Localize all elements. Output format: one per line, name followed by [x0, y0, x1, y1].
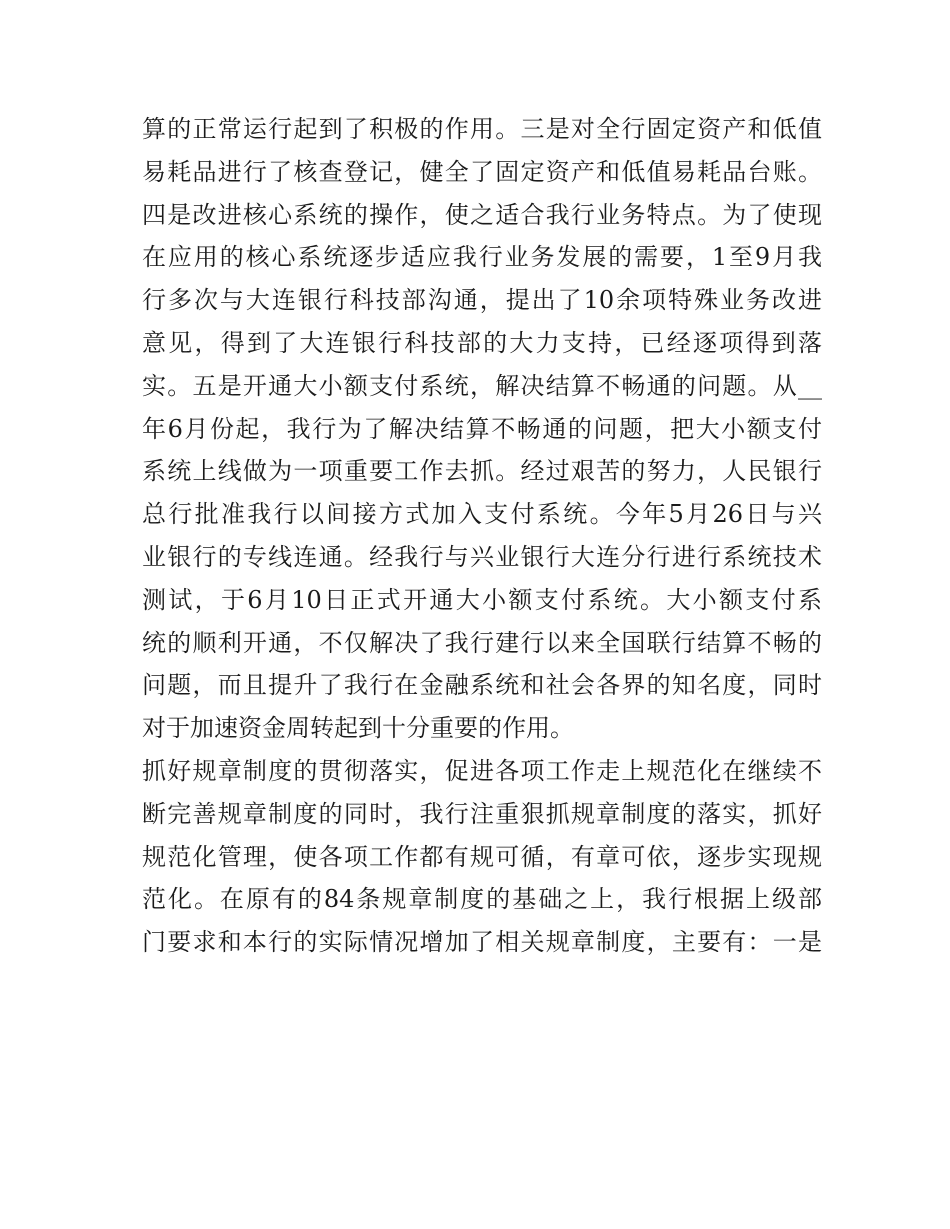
document-body — [142, 108, 822, 964]
text-line: 断完善规章制度的同时，我行注重狠抓规章制度的落实，抓好 — [142, 799, 822, 828]
text-line: 系统上线做为一项重要工作去抓。经过艰苦的努力，人民银行 — [142, 457, 822, 486]
text-line: 范化。在原有的84条规章制度的基础之上，我行根据上级部 — [142, 885, 822, 914]
text-line: 总行批准我行以间接方式加入支付系统。今年5月26日与兴 — [142, 500, 822, 529]
text-line: 规范化管理，使各项工作都有规可循，有章可依，逐步实现规 — [142, 842, 822, 871]
text-line: 易耗品进行了核查登记，健全了固定资产和低值易耗品台账。 — [142, 157, 822, 186]
text-line: 意见，得到了大连银行科技部的大力支持，已经逐项得到落 — [142, 328, 822, 357]
text-line: 实。五是开通大小额支付系统，解决结算不畅通的问题。从__ — [142, 371, 822, 400]
text-line: 算的正常运行起到了积极的作用。三是对全行固定资产和低值 — [142, 115, 822, 143]
text-line: 抓好规章制度的贯彻落实，促进各项工作走上规范化在继续不 — [142, 756, 822, 785]
text-line: 业银行的专线连通。经我行与兴业银行大连分行进行系统技术 — [142, 542, 822, 571]
text-line: 问题，而且提升了我行在金融系统和社会各界的知名度，同时 — [142, 671, 822, 700]
text-line: 对于加速资金周转起到十分重要的作用。 — [142, 714, 574, 743]
text-line: 测试，于6月10日正式开通大小额支付系统。大小额支付系 — [142, 585, 822, 614]
text-line: 门要求和本行的实际情况增加了相关规章制度，主要有：一是 — [142, 928, 822, 957]
text-line: 年6月份起，我行为了解决结算不畅通的问题，把大小额支付 — [142, 414, 822, 443]
text-line: 四是改进核心系统的操作，使之适合我行业务特点。为了使现 — [142, 200, 822, 229]
text-line: 行多次与大连银行科技部沟通，提出了10余项特殊业务改进 — [142, 286, 822, 315]
text-line: 在应用的核心系统逐步适应我行业务发展的需要，1至9月我 — [142, 243, 822, 272]
text-line: 统的顺利开通，不仅解决了我行建行以来全国联行结算不畅的 — [142, 628, 822, 657]
